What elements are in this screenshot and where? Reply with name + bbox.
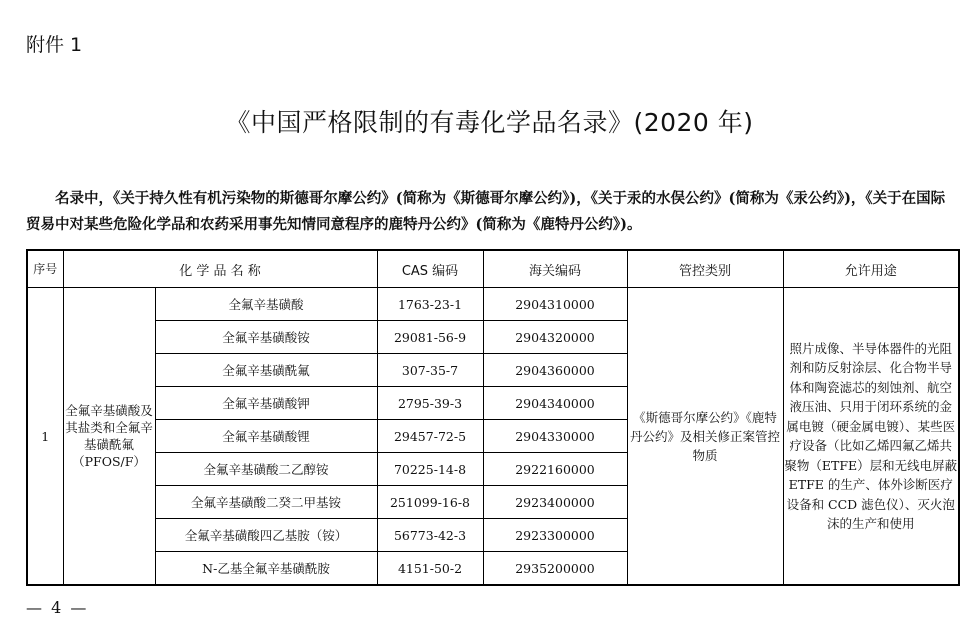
attachment-label: 附件 1 xyxy=(26,34,83,56)
chemical-name: 全氟辛基磺酸锂 xyxy=(155,420,377,453)
cas-number: 4151-50-2 xyxy=(377,552,483,586)
header-seq: 序号 xyxy=(27,250,63,288)
table-header-row xyxy=(27,250,959,288)
customs-code: 2904310000 xyxy=(483,288,627,321)
cas-number: 29457-72-5 xyxy=(377,420,483,453)
header-cas: CAS 编码 xyxy=(377,250,483,288)
cas-number: 29081-56-9 xyxy=(377,321,483,354)
cas-number: 2795-39-3 xyxy=(377,387,483,420)
chemical-name: 全氟辛基磺酸铵 xyxy=(155,321,377,354)
intro-paragraph: 名录中，《关于持久性有机污染物的斯德哥尔摩公约》(简称为《斯德哥尔摩公约》)，《关于汞的水俣公约》(简称为《汞公约》)，《关于在国际贸易中对某些危险化学品和农药采用事先知情同意程序的鹿特丹公约》(简称为《鹿特丹公约》)。 xyxy=(26,190,946,233)
customs-code: 2904360000 xyxy=(483,354,627,387)
cas-number: 307-35-7 xyxy=(377,354,483,387)
control-category: 《斯德哥尔摩公约》《鹿特丹公约》及相关修正案管控物质 xyxy=(627,288,783,586)
customs-code: 2923400000 xyxy=(483,486,627,519)
cas-number: 56773-42-3 xyxy=(377,519,483,552)
chemical-name: 全氟辛基磺酸钾 xyxy=(155,387,377,420)
cas-number: 70225-14-8 xyxy=(377,453,483,486)
page-number: — 4 — xyxy=(26,598,89,617)
header-name: 化 学 品 名 称 xyxy=(63,250,377,288)
document-title: 《中国严格限制的有毒化学品名录》(2020 年) xyxy=(225,108,754,137)
chemical-table xyxy=(26,249,960,586)
customs-code: 2904330000 xyxy=(483,420,627,453)
customs-code: 2922160000 xyxy=(483,453,627,486)
cas-number: 1763-23-1 xyxy=(377,288,483,321)
header-use: 允许用途 xyxy=(783,250,959,288)
header-control: 管控类别 xyxy=(627,250,783,288)
chemical-name: 全氟辛基磺酸 xyxy=(155,288,377,321)
header-customs: 海关编码 xyxy=(483,250,627,288)
chemical-name: 全氟辛基磺酸二乙醇铵 xyxy=(155,453,377,486)
customs-code: 2935200000 xyxy=(483,552,627,586)
customs-code: 2904320000 xyxy=(483,321,627,354)
table-row xyxy=(27,288,959,321)
customs-code: 2923300000 xyxy=(483,519,627,552)
customs-code: 2904340000 xyxy=(483,387,627,420)
chemical-name: 全氟辛基磺酸四乙基胺（铵） xyxy=(155,519,377,552)
category-name: 全氟辛基磺酸及其盐类和全氟辛基磺酰氟（PFOS/F） xyxy=(63,288,155,586)
chemical-name: N-乙基全氟辛基磺酰胺 xyxy=(155,552,377,586)
cas-number: 251099-16-8 xyxy=(377,486,483,519)
chemical-name: 全氟辛基磺酰氟 xyxy=(155,354,377,387)
allowed-uses: 照片成像、半导体器件的光阻剂和防反射涂层、化合物半导体和陶瓷滤芯的刻蚀剂、航空液压油、只用于闭环系统的金属电镀（硬金属电镀）、某些医疗设备（比如乙烯四氟乙烯共聚物（ETFE）层和无线电屏蔽ETFE 的生产、体外诊断医疗设备和 CCD 滤色仪）、灭火泡沫的生产和使用 xyxy=(783,288,959,586)
row-seq: 1 xyxy=(27,288,63,586)
chemical-name: 全氟辛基磺酸二癸二甲基铵 xyxy=(155,486,377,519)
